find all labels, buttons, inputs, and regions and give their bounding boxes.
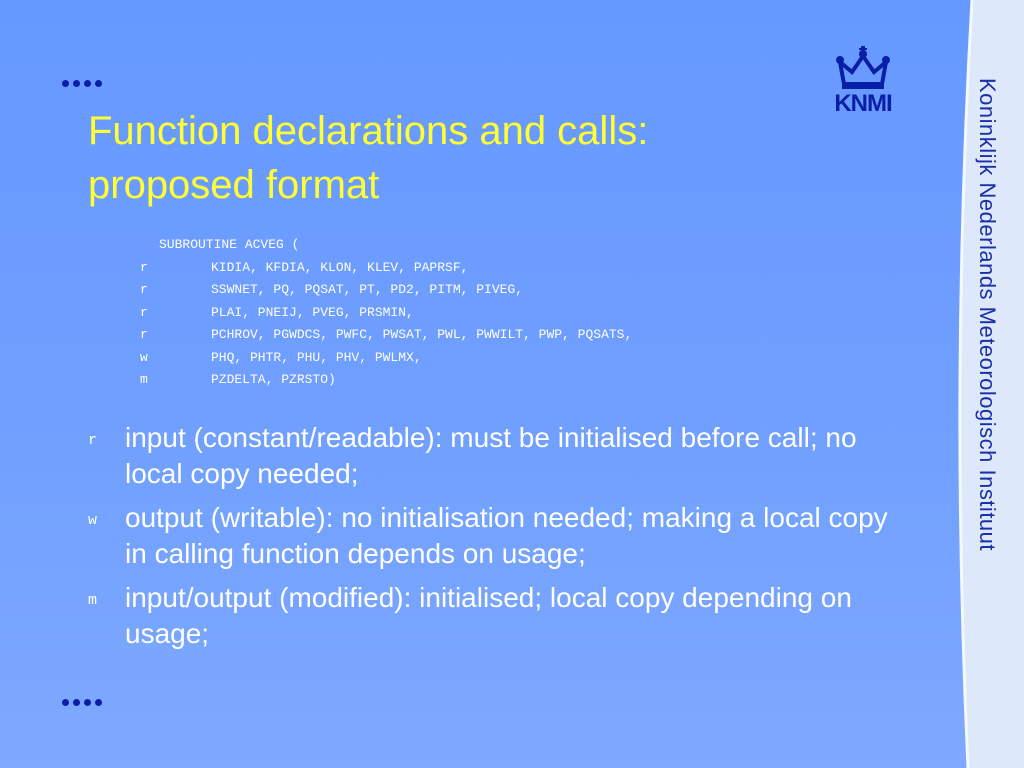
bullet-dots-top [62, 63, 106, 93]
institute-name-vertical [974, 78, 1000, 551]
list-item [88, 580, 908, 652]
code-block [140, 234, 632, 392]
code-line [140, 347, 632, 370]
knmi-logo [822, 46, 904, 116]
code-tag: r [140, 282, 148, 297]
code-line [140, 369, 632, 392]
bullet-text: input (constant/readable): must be initialised before call; no local copy needed; [125, 422, 857, 489]
code-tag: w [140, 349, 148, 365]
code-line [140, 279, 632, 302]
list-item [88, 500, 908, 572]
code-tag: r [140, 259, 148, 275]
bullet-text: output (writable): no initialisation needed; making a local copy in calling function depends on usage; [125, 502, 888, 569]
list-item [88, 420, 908, 492]
code-tag: r [140, 304, 148, 320]
code-tag: m [140, 372, 148, 387]
title-line-2: proposed format [88, 163, 380, 207]
code-tag: r [140, 327, 148, 342]
bullet-marker: r [88, 432, 98, 449]
bullet-marker: m [88, 592, 98, 609]
code-line [140, 324, 632, 347]
code-args: PHQ, PHTR, PHU, PHV, PWLMX, [211, 349, 422, 365]
bullet-text: input/output (modified): initialised; local copy depending on usage; [125, 582, 852, 649]
code-args: KIDIA, KFDIA, KLON, KLEV, PAPRSF, [211, 259, 469, 275]
code-line-subroutine: SUBROUTINE ACVEG ( [159, 237, 300, 252]
code-line [140, 257, 632, 280]
slide-title [88, 104, 788, 212]
code-args: SSWNET, PQ, PQSAT, PT, PD2, PITM, PIVEG, [211, 282, 524, 297]
logo-text: KNMI [834, 90, 892, 117]
code-args: PZDELTA, PZRSTO) [211, 372, 336, 387]
bullet-list [88, 420, 908, 660]
bullet-dots-bottom [62, 682, 106, 712]
institute-name: Koninklijk Nederlands Meteorologisch Instituut [975, 78, 1000, 552]
code-args: PLAI, PNEIJ, PVEG, PRSMIN, [211, 304, 414, 320]
bullet-marker: w [88, 512, 98, 529]
title-line-1: Function declarations and calls: [88, 109, 649, 153]
code-line [140, 302, 632, 325]
crown-icon [822, 46, 904, 92]
code-args: PCHROV, PGWDCS, PWFC, PWSAT, PWL, PWWILT, PWP, PQSATS, [211, 327, 633, 342]
